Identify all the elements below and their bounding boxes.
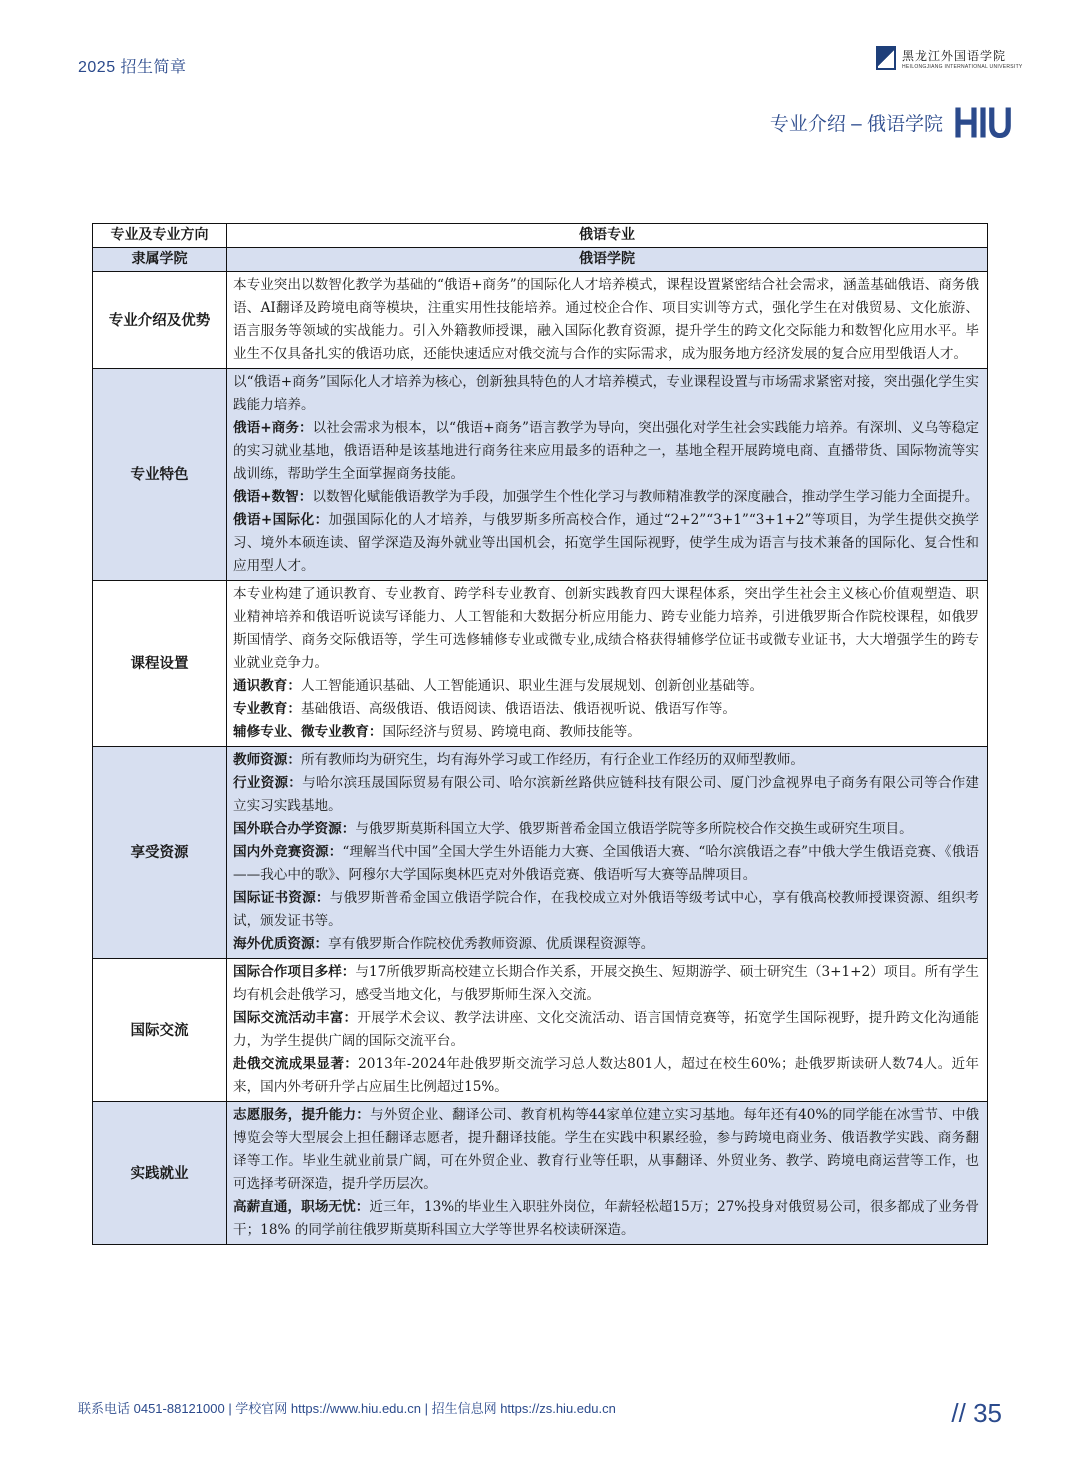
header-label: 专业及专业方向 xyxy=(93,224,227,248)
paragraph-lead: 专业教育： xyxy=(233,701,301,717)
content-paragraph xyxy=(233,371,979,417)
row-content xyxy=(227,369,988,581)
row-content xyxy=(227,959,988,1102)
row-label: 课程设置 xyxy=(93,581,227,747)
paragraph-lead: 国内外竞赛资源： xyxy=(233,844,343,860)
content-paragraph xyxy=(233,721,979,744)
row-label: 实践就业 xyxy=(93,1102,227,1245)
content-paragraph xyxy=(233,772,979,818)
content-paragraph xyxy=(233,887,979,933)
paragraph-text: 以社会需求为根本，以“俄语+商务”语言教学为导向，突出强化对学生社会实践能力培养。有深圳、义乌等稳定的实习就业基地，俄语语种是该基地进行商务往来应用最多的语种之一，基地全程开展跨境电商、直播带货、国际物流等实战训练，帮助学生全面掌握商务技能。 xyxy=(233,420,979,482)
footer-contact: 联系电话 0451-88121000 | 学校官网 https://www.hiu.edu.cn | 招生信息网 https://zs.hiu.edu.cn xyxy=(78,1401,616,1416)
content-paragraph xyxy=(233,933,979,956)
paragraph-lead: 海外优质资源： xyxy=(233,936,329,952)
paragraph-lead: 国际交流活动丰富： xyxy=(233,1010,358,1026)
paragraph-lead: 志愿服务，提升能力： xyxy=(233,1107,370,1123)
page-number: // 35 xyxy=(951,1398,1002,1428)
paragraph-lead: 国外联合办学资源： xyxy=(233,821,356,837)
row-label: 国际交流 xyxy=(93,959,227,1102)
paragraph-text: 本专业突出以数智化教学为基础的“俄语+商务”的国际化人才培养模式，课程设置紧密结合社会需求，涵盖基础俄语、商务俄语、AI翻译及跨境电商等模块，注重实用性技能培养。通过校企合作、项目实训等方式，强化学生在对俄贸易、文化旅游、语言服务等领域的实战能力。引入外籍教师授课，融入国际化教育资源，提升学生的跨文化交际能力和数智化应用水平。毕业生不仅具备扎实的俄语功底，还能快速适应对俄交流与合作的实际需求，成为服务地方经济发展的复合应用型俄语人才。 xyxy=(233,277,979,362)
content-paragraph xyxy=(233,274,979,366)
table-row-exchange xyxy=(93,959,988,1102)
paragraph-text: 近三年，13%的毕业生入职驻外岗位，年薪轻松超15万；27%投身对俄贸易公司，很多都成了业务骨干；18% 的同学前往俄罗斯莫斯科国立大学等世界名校读研深造。 xyxy=(233,1199,979,1238)
major-info-table xyxy=(92,223,988,1245)
paragraph-lead: 教师资源： xyxy=(233,752,301,768)
paragraph-text: 加强国际化的人才培养，与俄罗斯多所高校合作，通过“2+2”“3+1”“3+1+2”等项目，为学生提供交换学习、境外本硕连读、留学深造及海外就业等出国机会，拓宽学生国际视野，使学生成为语言与技术兼备的国际化、复合性和应用型人才。 xyxy=(233,512,980,574)
table-row-employment xyxy=(93,1102,988,1245)
paragraph-lead: 通识教育： xyxy=(233,678,301,694)
hiu-brand-mark: HIU xyxy=(953,98,1012,148)
paragraph-lead: 俄语+商务： xyxy=(233,420,313,436)
paragraph-text: 所有教师均为研究生，均有海外学习或工作经历，有行企业工作经历的双师型教师。 xyxy=(300,752,804,768)
paragraph-text: 2013年-2024年赴俄罗斯交流学习总人数达801人，超过在校生60%；赴俄罗斯读研人数74人。近年来，国内外考研升学占应届生比例超过15%。 xyxy=(233,1056,979,1095)
table-row-curriculum xyxy=(93,581,988,747)
content-paragraph xyxy=(233,698,979,721)
logo-english-name: HEILONGJIANG INTERNATIONAL UNIVERSITY xyxy=(902,63,1023,70)
content-paragraph xyxy=(233,583,979,675)
row-content xyxy=(227,747,988,959)
row-content xyxy=(227,1102,988,1245)
college-label: 隶属学院 xyxy=(93,248,227,272)
brochure-title: 2025 招生简章 xyxy=(78,59,187,76)
paragraph-text: 与17所俄罗斯高校建立长期合作关系，开展交换生、短期游学、硕士研究生（3+1+2）项目。所有学生均有机会赴俄学习，感受当地文化，与俄罗斯师生深入交流。 xyxy=(233,964,980,1003)
content-paragraph xyxy=(233,1104,979,1196)
content-paragraph xyxy=(233,1053,979,1099)
university-emblem-icon xyxy=(876,46,896,70)
row-label: 专业特色 xyxy=(93,369,227,581)
paragraph-text: “理解当代中国”全国大学生外语能力大赛、全国俄语大赛、“哈尔滨俄语之春”中俄大学生俄语竞赛、《俄语——我心中的歌》、阿穆尔大学国际奥林匹克对外俄语竞赛、俄语听写大赛等品牌项目。 xyxy=(233,844,980,883)
content-paragraph xyxy=(233,749,979,772)
paragraph-text: 与俄罗斯莫斯科国立大学、俄罗斯普希金国立俄语学院等多所院校合作交换生或研究生项目。 xyxy=(355,821,913,837)
row-label: 享受资源 xyxy=(93,747,227,959)
paragraph-lead: 俄语+国际化： xyxy=(233,512,329,528)
paragraph-lead: 国际证书资源： xyxy=(233,890,330,906)
content-paragraph xyxy=(233,961,979,1007)
content-paragraph xyxy=(233,486,979,509)
header-value: 俄语专业 xyxy=(227,224,988,248)
table-header-row xyxy=(93,224,988,248)
paragraph-text: 开展学术会议、教学法讲座、文化交流活动、语言国情竞赛等，拓宽学生国际视野，提升跨文化沟通能力，为学生提供广阔的国际交流平台。 xyxy=(233,1010,980,1049)
paragraph-text: 基础俄语、高级俄语、俄语阅读、俄语语法、俄语视听说、俄语写作等。 xyxy=(300,701,736,717)
content-paragraph xyxy=(233,818,979,841)
content-paragraph xyxy=(233,1196,979,1242)
content-paragraph xyxy=(233,1007,979,1053)
paragraph-text: 以“俄语+商务”国际化人才培养为核心，创新独具特色的人才培养模式，专业课程设置与市场需求紧密对接，突出强化学生实践能力培养。 xyxy=(233,374,979,413)
row-label: 专业介绍及优势 xyxy=(93,272,227,369)
section-title: 专业介绍 – 俄语学院 xyxy=(769,114,943,135)
college-value: 俄语学院 xyxy=(227,248,988,272)
content-paragraph xyxy=(233,509,979,578)
content-paragraph xyxy=(233,841,979,887)
paragraph-text: 与外贸企业、翻译公司、教育机构等44家单位建立实习基地。每年还有40%的同学能在冰雪节、中俄博览会等大型展会上担任翻译志愿者，提升翻译技能。学生在实践中积累经验，参与跨境电商业务、俄语教学实践、商务翻译等工作。毕业生就业前景广阔，可在外贸企业、教育行业等任职，从事翻译、外贸业务、教学、跨境电商运营等工作，也可选择考研深造，提升学历层次。 xyxy=(233,1107,979,1192)
paragraph-lead: 赴俄交流成果显著： xyxy=(233,1056,359,1072)
paragraph-text: 与俄罗斯普希金国立俄语学院合作，在我校成立对外俄语等级考试中心，享有俄高校教师授课资源、组织考试，颁发证书等。 xyxy=(233,890,979,929)
paragraph-lead: 国际合作项目多样： xyxy=(233,964,356,980)
paragraph-text: 国际经济与贸易、跨境电商、教师技能等。 xyxy=(382,724,641,740)
paragraph-text: 享有俄罗斯合作院校优秀教师资源、优质课程资源等。 xyxy=(328,936,655,952)
paragraph-lead: 高薪直通，职场无忧： xyxy=(233,1199,370,1215)
content-paragraph xyxy=(233,675,979,698)
table-row-features xyxy=(93,369,988,581)
content-paragraph xyxy=(233,417,979,486)
row-content xyxy=(227,272,988,369)
college-row xyxy=(93,248,988,272)
paragraph-lead: 辅修专业、微专业教育： xyxy=(233,724,383,740)
row-content xyxy=(227,581,988,747)
paragraph-text: 本专业构建了通识教育、专业教育、跨学科专业教育、创新实践教育四大课程体系，突出学生社会主义核心价值观塑造、职业精神培养和俄语听说读写译能力、人工智能和大数据分析应用能力、跨专业能力培养，引进俄罗斯合作院校课程，如俄罗斯国情学、商务交际俄语等，学生可选修辅修专业或微专业,成绩合格获得辅修学位证书或微专业证书，大大增强学生的跨专业就业竞争力。 xyxy=(233,586,979,671)
paragraph-text: 与哈尔滨珏晟国际贸易有限公司、哈尔滨新丝路供应链科技有限公司、厦门沙盒视界电子商务有限公司等合作建立实习实践基地。 xyxy=(233,775,980,814)
table-row-resources xyxy=(93,747,988,959)
table-row-intro xyxy=(93,272,988,369)
logo-chinese-name: 黑龙江外国语学院 xyxy=(902,48,1007,63)
paragraph-text: 人工智能通识基础、人工智能通识、职业生涯与发展规划、创新创业基础等。 xyxy=(300,678,764,694)
paragraph-lead: 俄语+数智： xyxy=(233,489,313,505)
university-logo xyxy=(876,46,1023,70)
paragraph-lead: 行业资源： xyxy=(233,775,303,791)
paragraph-text: 以数智化赋能俄语教学为手段，加强学生个性化学习与教师精准教学的深度融合，推动学生学习能力全面提升。 xyxy=(312,489,979,505)
